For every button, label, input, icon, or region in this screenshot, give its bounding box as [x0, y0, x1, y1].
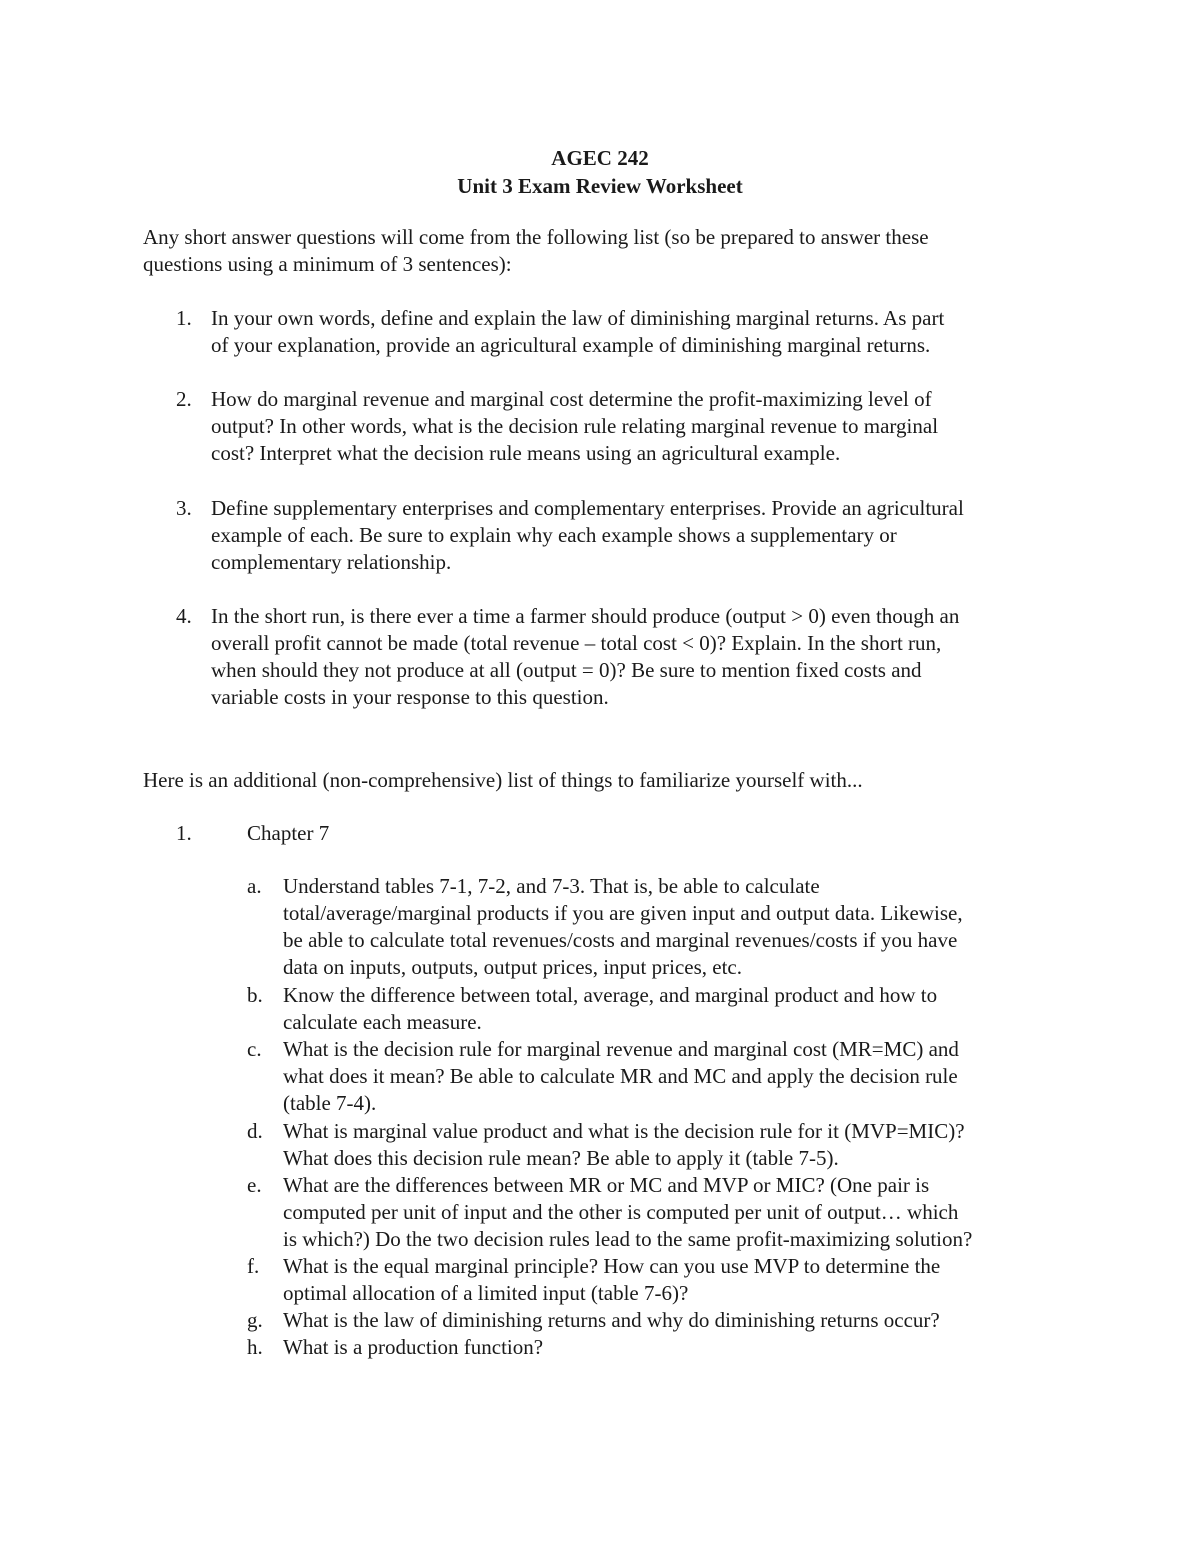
subitem-line: What are the differences between MR or MC and MVP or MIC? (One pair is: [283, 1173, 930, 1197]
subitem-c: [143, 1036, 1073, 1117]
subitem-line: What is the law of diminishing returns and why do diminishing returns occur?: [283, 1308, 940, 1332]
subitem-line: is which?) Do the two decision rules lead to the same profit-maximizing solution?: [283, 1227, 973, 1251]
question-item-4: [143, 603, 1063, 711]
subitem-line: (table 7-4).: [283, 1091, 377, 1115]
subitem-f: [143, 1253, 1073, 1307]
subitem-text: [283, 1118, 1073, 1172]
question-line: example of each. Be sure to explain why each example shows a supplementary or: [211, 523, 897, 547]
question-line: cost? Interpret what the decision rule means using an agricultural example.: [211, 441, 841, 465]
question-line: overall profit cannot be made (total revenue – total cost < 0)? Explain. In the short run,: [211, 631, 942, 655]
intro-line: questions using a minimum of 3 sentences):: [143, 252, 512, 276]
subitem-text: [283, 1307, 1073, 1334]
question-line: Define supplementary enterprises and complementary enterprises. Provide an agricultural: [211, 496, 964, 520]
subitem-line: be able to calculate total revenues/costs and marginal revenues/costs if you have: [283, 928, 958, 952]
subitem-line: What is marginal value product and what is the decision rule for it (MVP=MIC)?: [283, 1119, 965, 1143]
subitem-line: What is the equal marginal principle? How can you use MVP to determine the: [283, 1254, 941, 1278]
question-text: [211, 603, 1063, 711]
question-line: In your own words, define and explain the law of diminishing marginal returns. As part: [211, 306, 945, 330]
subitem-text: [283, 873, 1073, 981]
subitem-letter: d.: [247, 1119, 263, 1143]
intro-line: Any short answer questions will come from the following list (so be prepared to answer these: [143, 225, 929, 249]
course-code: AGEC 242: [551, 146, 649, 170]
subitem-letter: g.: [247, 1308, 263, 1332]
subitem-line: computed per unit of input and the other is computed per unit of output… which: [283, 1200, 959, 1224]
question-line: In the short run, is there ever a time a farmer should produce (output > 0) even though an: [211, 604, 960, 628]
subitem-line: What does this decision rule mean? Be able to apply it (table 7-5).: [283, 1146, 839, 1170]
subitem-g: [143, 1307, 1073, 1334]
question-text: [211, 386, 1063, 467]
subitem-text: [283, 1253, 1073, 1307]
subitem-letter: b.: [247, 983, 263, 1007]
subitem-line: total/average/marginal products if you are given input and output data. Likewise,: [283, 901, 963, 925]
question-number: 2.: [176, 387, 192, 411]
subitem-letter: c.: [247, 1037, 262, 1061]
subitem-line: Understand tables 7-1, 7-2, and 7-3. That is, be able to calculate: [283, 874, 820, 898]
question-line: variable costs in your response to this question.: [211, 685, 609, 709]
subitem-line: optimal allocation of a limited input (table 7-6)?: [283, 1281, 689, 1305]
question-line: output? In other words, what is the decision rule relating marginal revenue to marginal: [211, 414, 939, 438]
subitem-text: [283, 1036, 1073, 1117]
subitem-h: [143, 1334, 1073, 1361]
subitem-a: [143, 873, 1073, 981]
question-line: when should they not produce at all (output = 0)? Be sure to mention fixed costs and: [211, 658, 922, 682]
question-number: 4.: [176, 604, 192, 628]
question-text: [211, 305, 1063, 359]
question-item-3: [143, 495, 1063, 576]
subitem-letter: a.: [247, 874, 262, 898]
subitem-e: [143, 1172, 1073, 1253]
question-text: [211, 495, 1063, 576]
subitem-text: [283, 982, 1073, 1036]
subitem-text: [283, 1172, 1073, 1253]
subitem-d: [143, 1118, 1073, 1172]
question-item-1: [143, 305, 1063, 359]
question-item-2: [143, 386, 1063, 467]
question-line: How do marginal revenue and marginal cost determine the profit-maximizing level of: [211, 387, 932, 411]
question-number: 3.: [176, 496, 192, 520]
subitem-line: what does it mean? Be able to calculate MR and MC and apply the decision rule: [283, 1064, 958, 1088]
subitem-line: calculate each measure.: [283, 1010, 482, 1034]
intro-paragraph: [143, 224, 1063, 278]
subitem-line: What is the decision rule for marginal revenue and marginal cost (MR=MC) and: [283, 1037, 959, 1061]
subitem-b: [143, 982, 1073, 1036]
document-header: [0, 144, 1200, 200]
question-number: 1.: [176, 306, 192, 330]
question-line: complementary relationship.: [211, 550, 452, 574]
subitem-line: What is a production function?: [283, 1335, 544, 1359]
subitem-letter: e.: [247, 1173, 262, 1197]
subitem-line: data on inputs, outputs, output prices, input prices, etc.: [283, 955, 743, 979]
subitem-letter: h.: [247, 1335, 263, 1359]
document-title: Unit 3 Exam Review Worksheet: [457, 174, 743, 198]
subitem-line: Know the difference between total, average, and marginal product and how to: [283, 983, 938, 1007]
subitem-text: [283, 1334, 1073, 1361]
additional-list-intro: Here is an additional (non-comprehensive) list of things to familiarize yourself with...: [143, 768, 863, 792]
chapter-number: 1.: [176, 821, 192, 845]
subitem-letter: f.: [247, 1254, 260, 1278]
chapter-label: Chapter 7: [247, 821, 330, 845]
question-line: of your explanation, provide an agricultural example of diminishing marginal returns.: [211, 333, 931, 357]
